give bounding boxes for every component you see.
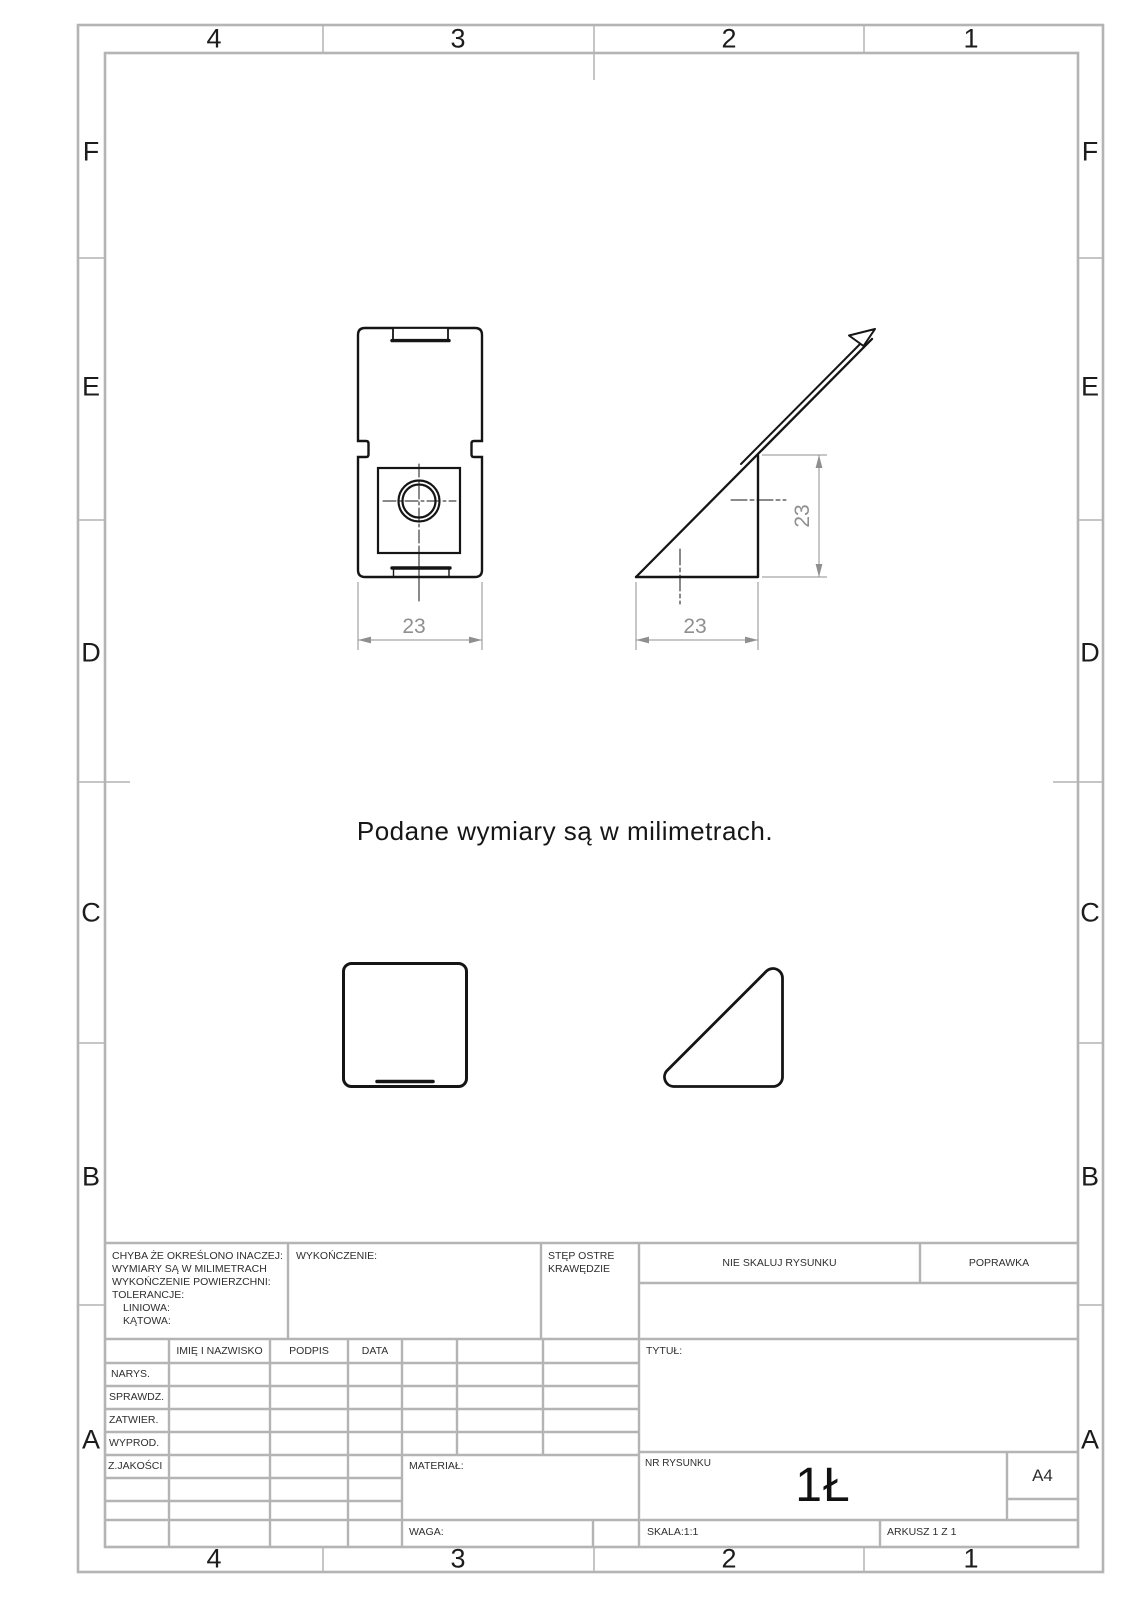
deburr-label-line2: KRAWĘDZIE [548, 1263, 611, 1275]
zone-col-top-2: 2 [721, 23, 737, 54]
bottom-triangle-view [665, 969, 783, 1087]
zone-col-bottom-4: 4 [206, 1543, 222, 1574]
front-view-body [358, 328, 482, 577]
material-label: MATERIAŁ: [409, 1460, 464, 1472]
title-label: TYTUŁ: [646, 1345, 683, 1357]
zone-col-top-4: 4 [206, 23, 222, 54]
zone-col-bottom-2: 2 [721, 1543, 737, 1574]
approval-row-drawn: NARYS. [111, 1368, 150, 1380]
zone-row-left-e: E [81, 371, 101, 402]
zone-row-left-d: D [81, 637, 101, 668]
zone-row-right-b: B [1080, 1161, 1100, 1192]
tolerance-note-line3: WYKOŃCZENIE POWIERZCHNI: [112, 1276, 271, 1288]
front-view [358, 328, 482, 601]
units-note: Podane wymiary są w milimetrach. [356, 816, 774, 846]
zone-row-right-d: D [1080, 637, 1100, 668]
do-not-scale-label: NIE SKALUJ RYSUNKU [722, 1257, 837, 1269]
tolerance-note-line4: TOLERANCJE: [112, 1289, 185, 1301]
approval-row-manufactured: WYPROD. [109, 1437, 160, 1449]
approval-row-checked: SPRAWDZ. [109, 1391, 165, 1403]
side-view-blade-upper [741, 336, 868, 464]
tolerance-note-line1: CHYBA ŻE OKREŚLONO INACZEJ: [112, 1250, 283, 1262]
zone-row-left-a: A [81, 1424, 101, 1455]
tolerance-note-line2: WYMIARY SĄ W MILIMETRACH [112, 1263, 267, 1275]
finish-label: WYKOŃCZENIE: [296, 1250, 378, 1262]
zone-row-left-c: C [81, 897, 101, 928]
zone-col-top-3: 3 [450, 23, 466, 54]
zone-col-bottom-3: 3 [450, 1543, 466, 1574]
header-date: DATA [361, 1345, 389, 1357]
tolerance-note-line5: LINIOWA: [123, 1302, 170, 1314]
paper-size-label: A4 [1032, 1465, 1053, 1485]
header-name: IMIĘ I NAZWISKO [176, 1345, 263, 1357]
side-height-dimension [762, 455, 827, 577]
approval-row-quality: Z.JAKOŚCI [108, 1460, 163, 1472]
drawing-number: 1Ł [795, 1458, 851, 1512]
bottom-square-view [344, 964, 467, 1087]
weight-label: WAGA: [409, 1526, 444, 1538]
zone-row-right-c: C [1080, 897, 1100, 928]
zone-row-right-a: A [1080, 1424, 1100, 1455]
zone-row-left-f: F [82, 136, 100, 167]
side-view-blade-tip-hook [849, 329, 875, 346]
zone-row-left-b: B [81, 1161, 101, 1192]
side-view [636, 329, 875, 604]
front-view-top-slot [393, 328, 448, 340]
zone-row-right-f: F [1081, 136, 1099, 167]
side-depth-dimension [636, 582, 758, 650]
zone-col-bottom-1: 1 [963, 1543, 979, 1574]
approval-row-approved: ZATWIER. [109, 1414, 159, 1426]
zone-col-top-1: 1 [963, 23, 979, 54]
front-width-dimension [358, 582, 482, 650]
header-signature: PODPIS [289, 1345, 329, 1357]
scale-label: SKALA:1:1 [647, 1526, 699, 1538]
zone-row-right-e: E [1080, 371, 1100, 402]
deburr-label-line1: STĘP OSTRE [548, 1250, 615, 1262]
front-width-dimension-text: 23 [402, 615, 426, 638]
tolerance-note-line6: KĄTOWA: [123, 1315, 171, 1327]
revision-label: POPRAWKA [968, 1257, 1030, 1269]
side-depth-dimension-text: 23 [683, 615, 707, 638]
side-height-dimension-text: 23 [791, 504, 814, 528]
sheet-count-label: ARKUSZ 1 Z 1 [887, 1526, 957, 1538]
drawing-number-label: NR RYSUNKU [645, 1458, 711, 1469]
